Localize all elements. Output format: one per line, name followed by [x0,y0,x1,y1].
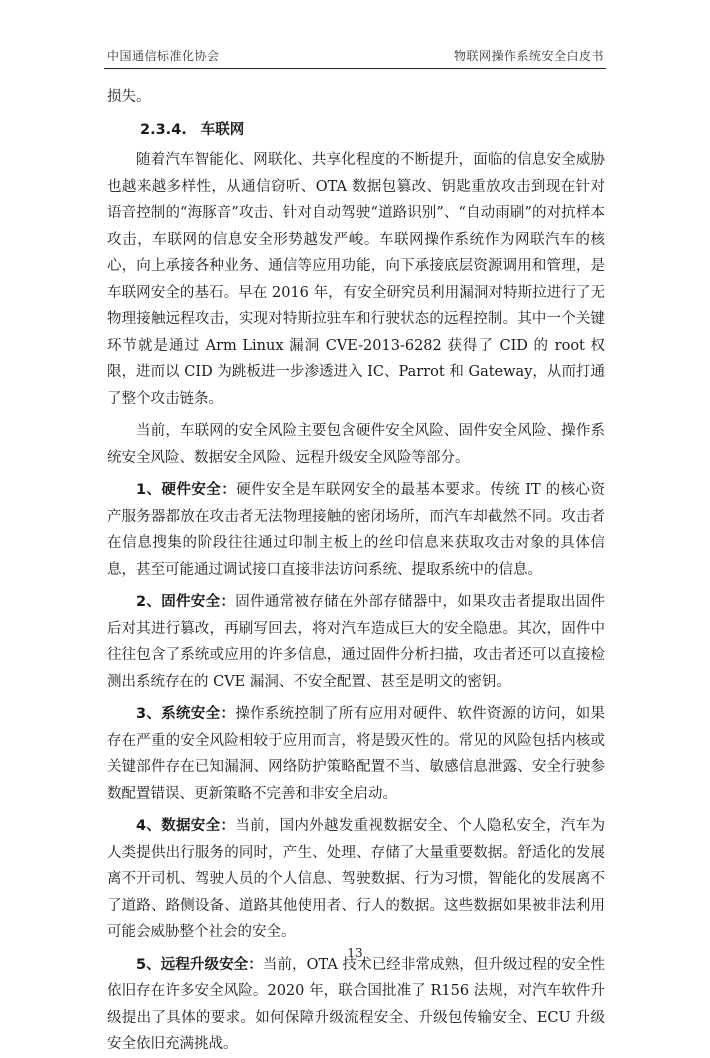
section-number: 2.3.4. [140,121,187,138]
header-doc-title: 物联网操作系统安全白皮书 [453,49,604,63]
item-text: 当前，OTA 技术已经非常成熟，但升级过程的安全性依旧存在许多安全风险。2020 年，联合国批准了 R156 法规，对汽车软件升级提出了具体的要求。如何保障升级流程安全、升级包传输安全、ECU 升级安全依旧充满挑战。 [107,956,605,1052]
item-lead: 5、远程升级安全： [136,956,263,973]
item-text: 操作系统控制了所有应用对硬件、软件资源的访问，如果存在严重的安全风险相较于应用而言，将是毁灭性的。常见的风险包括内核或关键部件存在已知漏洞、网络防护策略配置不当、敏感信息泄露、安全行驶参数配置错误、更新策略不完善和非安全启动。 [107,706,605,802]
item-text: 当前，国内外越发重视数据安全、个人隐私安全，汽车为人类提供出行服务的同时，产生、处理、存储了大量重要数据。舒适化的发展离不开司机、驾驶人员的个人信息、驾驶数据、行为习惯，智能化的发展离不了道路、路侧设备、道路其他使用者、行人的数据。这些数据如果被非法利用可能会威胁整个社会的安全。 [107,818,605,940]
item-ota-security [107,952,605,1058]
page-number: 13 [347,946,363,960]
item-lead: 4、数据安全： [136,818,236,834]
item-data-security [107,813,605,946]
item-lead: 2、固件安全： [136,594,236,610]
item-system-security [107,701,605,807]
intro-fragment: 损失。 [107,89,151,105]
item-hardware-security [107,477,605,583]
paragraph-risk-overview: 当前，车联网的安全风险主要包含硬件安全风险、固件安全风险、操作系统安全风险、数据安全风险、远程升级安全风险等部分。 [107,423,605,466]
paragraph-intro: 随着汽车智能化、网联化、共享化程度的不断提升，面临的信息安全威胁也越来越多样性，从通信窃听、OTA 数据包篡改、钥匙重放攻击到现在针对语音控制的“海豚音”攻击、针对自动驾驶“道路识别”、“自动雨刷”的对抗样本攻击，车联网的信息安全形势越发严峻。车联网操作系统作为网联汽车的核心，向上承接各种业务、通信等应用功能，向下承接底层资源调用和管理，是车联网安全的基石。早在 2016 年，有安全研究员利用漏洞对特斯拉进行了无物理接触远程攻击，实现对特斯拉驻车和行驶状态的远程控制。其中一个关键环节就是通过 Arm Linux 漏洞 CVE-2013-6282 获得了 CID 的 root 权限，进而以 CID 为跳板进一步渗透进入 IC、Parrot 和 Gateway，从而打通了整个攻击链条。 [107,152,605,407]
section-heading [140,117,605,144]
item-text: 硬件安全是车联网安全的最基本要求。传统 IT 的核心资产服务器都放在攻击者无法物理接触的密闭场所，而汽车却截然不同。攻击者在信息搜集的阶段往往通过印制主板上的丝印信息来获取攻击对象的具体信息，甚至可能通过调试接口直接非法访问系统、提取系统中的信息。 [107,482,605,578]
page-body [107,84,605,1058]
section-title: 车联网 [200,121,245,138]
header-rule [104,68,606,69]
item-lead: 3、系统安全： [136,706,236,722]
item-firmware-security [107,589,605,695]
item-lead: 1、硬件安全： [136,482,237,498]
header-org: 中国通信标准化协会 [107,49,220,63]
item-text: 固件通常被存储在外部存储器中，如果攻击者提取出固件后对其进行篡改，再刷写回去，将对汽车造成巨大的安全隐患。其次，固件中往往包含了系统或应用的许多信息，通过固件分析扫描，攻击者还可以直接检测出系统存在的 CVE 漏洞、不安全配置、甚至是明文的密钥。 [107,594,605,690]
